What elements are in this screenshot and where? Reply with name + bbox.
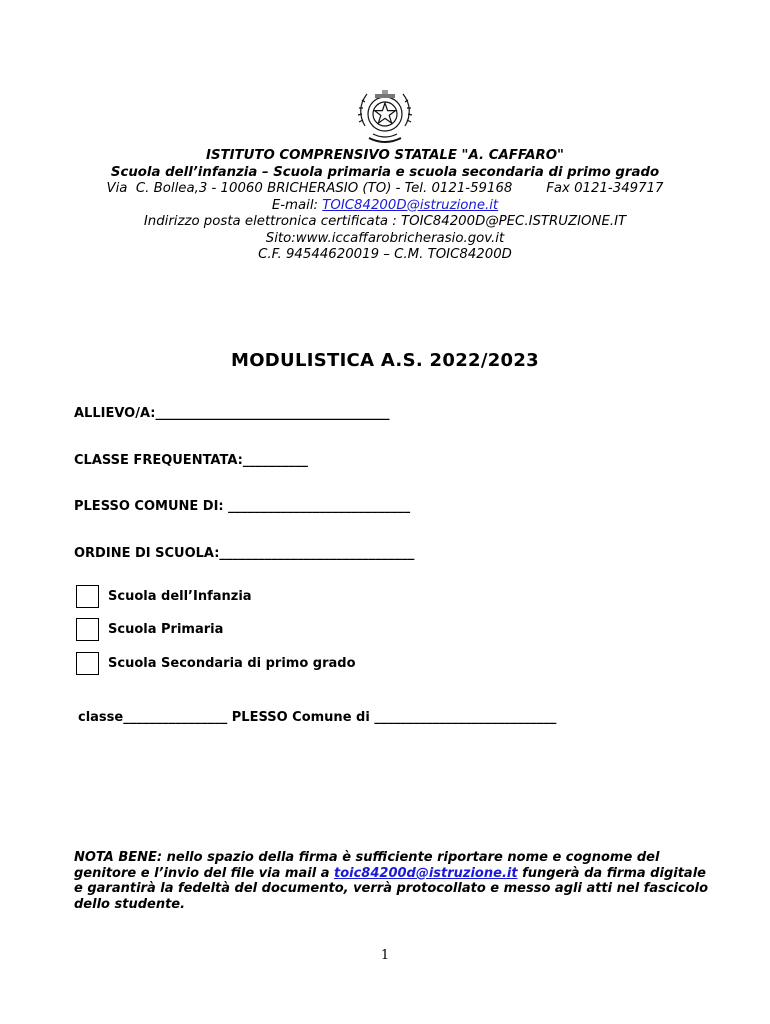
classe-plesso-field[interactable]: classe________________ PLESSO Comune di ____________________________ [78, 710, 557, 725]
italian-republic-emblem-icon [355, 86, 415, 148]
option-primaria-label: Scuola Primaria [108, 622, 224, 637]
pec-line: Indirizzo posta elettronica certificata : TOIC84200D@PEC.ISTRUZIONE.IT [143, 214, 627, 229]
website-line: Sito:www.iccaffarobricherasio.gov.it [265, 230, 505, 246]
option-infanzia-label: Scuola dell’Infanzia [108, 589, 252, 604]
email-line [60, 198, 710, 215]
page-number: 1 [380, 948, 390, 963]
option-secondaria-label: Scuola Secondaria di primo grado [108, 656, 356, 671]
nota-bene [74, 850, 714, 912]
page-title: MODULISTICA A.S. 2022/2023 [230, 350, 540, 371]
checkbox-primaria[interactable] [76, 618, 99, 641]
school-address: Via C. Bollea,3 - 10060 BRICHERASIO (TO) - Tel. 0121-59168 Fax 0121-349717 [106, 181, 664, 196]
school-header [60, 148, 710, 264]
school-types: Scuola dell’infanzia – Scuola primaria e scuola secondaria di primo grado [110, 164, 660, 180]
nota-text-after: fungerà da firma digitale e garantirà la fedeltà del documento, verrà protocollato e messo agli atti nel fascicolo dello studente. [74, 865, 709, 912]
allievo-field[interactable]: ALLIEVO/A:____________________________________ [74, 406, 390, 421]
nota-text-before: NOTA BENE: nello spazio della firma è sufficiente riportare nome e cognome del genitore e l’invio del file via mail a [74, 850, 660, 881]
school-name: ISTITUTO COMPRENSIVO STATALE "A. CAFFARO" [206, 148, 564, 163]
checkbox-infanzia[interactable] [76, 585, 99, 608]
email-label: E-mail: [271, 197, 323, 213]
checkbox-secondaria[interactable] [76, 652, 99, 675]
nota-email-link[interactable]: toic84200d@istruzione.it [334, 865, 518, 881]
fiscal-codes: C.F. 94544620019 – C.M. TOIC84200D [258, 247, 512, 262]
classe-frequentata-field[interactable]: CLASSE FREQUENTATA:__________ [74, 453, 308, 468]
plesso-comune-field[interactable]: PLESSO COMUNE DI: ____________________________ [74, 499, 411, 514]
ordine-scuola-field[interactable]: ORDINE DI SCUOLA:______________________________ [74, 546, 415, 561]
school-email-link[interactable]: TOIC84200D@istruzione.it [322, 197, 499, 213]
